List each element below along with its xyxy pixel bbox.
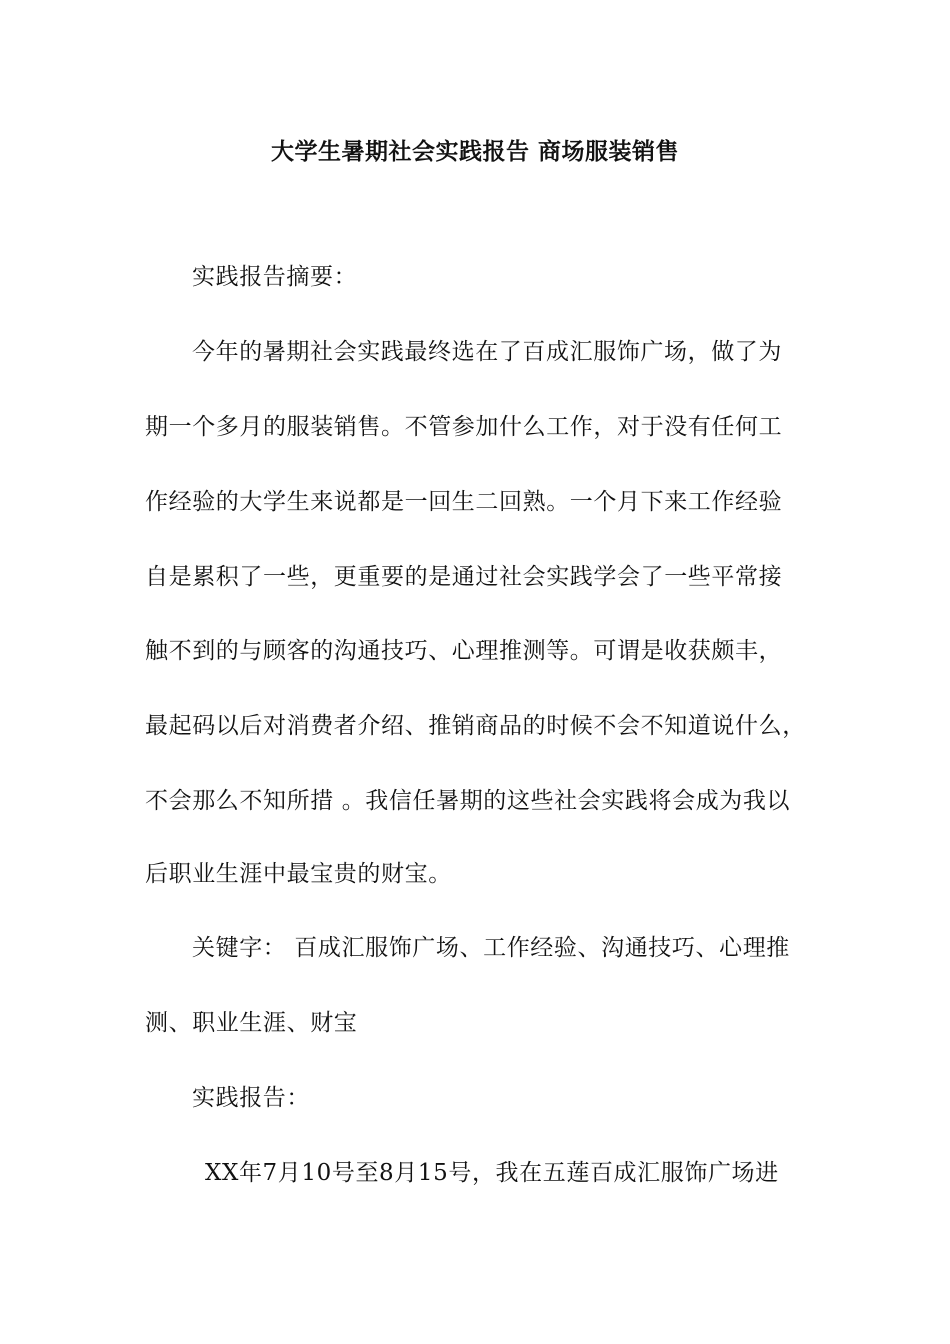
abstract-line: 自是累积了一些，更重要的是通过社会实践学会了一些平常接 — [145, 564, 783, 590]
keywords-line: 测、职业生涯、财宝 — [145, 1010, 358, 1036]
report-heading: 实践报告： — [192, 1085, 310, 1111]
report-line: XX年7月10号至8月15号，我在五莲百成汇服饰广场进 — [205, 1160, 779, 1186]
abstract-line: 今年的暑期社会实践最终选在了百成汇服饰广场，做了为 — [192, 339, 782, 365]
keywords-line: 关键字： 百成汇服饰广场、工作经验、沟通技巧、心理推 — [192, 935, 790, 961]
abstract-line: 期一个多月的服装销售。不管参加什么工作，对于没有任何工 — [145, 414, 783, 440]
abstract-line: 不会那么不知所措 。我信任暑期的这些社会实践将会成为我以 — [145, 788, 791, 814]
abstract-line: 触不到的与顾客的沟通技巧、心理推测等。可谓是收获颇丰， — [145, 638, 783, 664]
abstract-line: 后职业生涯中最宝贵的财宝。 — [145, 861, 452, 887]
abstract-line: 最起码以后对消费者介绍、推销商品的时候不会不知道说什么， — [145, 713, 806, 739]
abstract-heading: 实践报告摘要： — [192, 264, 358, 290]
document-title: 大学生暑期社会实践报告 商场服装销售 — [270, 139, 679, 165]
abstract-line: 作经验的大学生来说都是一回生二回熟。一个月下来工作经验 — [145, 489, 783, 515]
